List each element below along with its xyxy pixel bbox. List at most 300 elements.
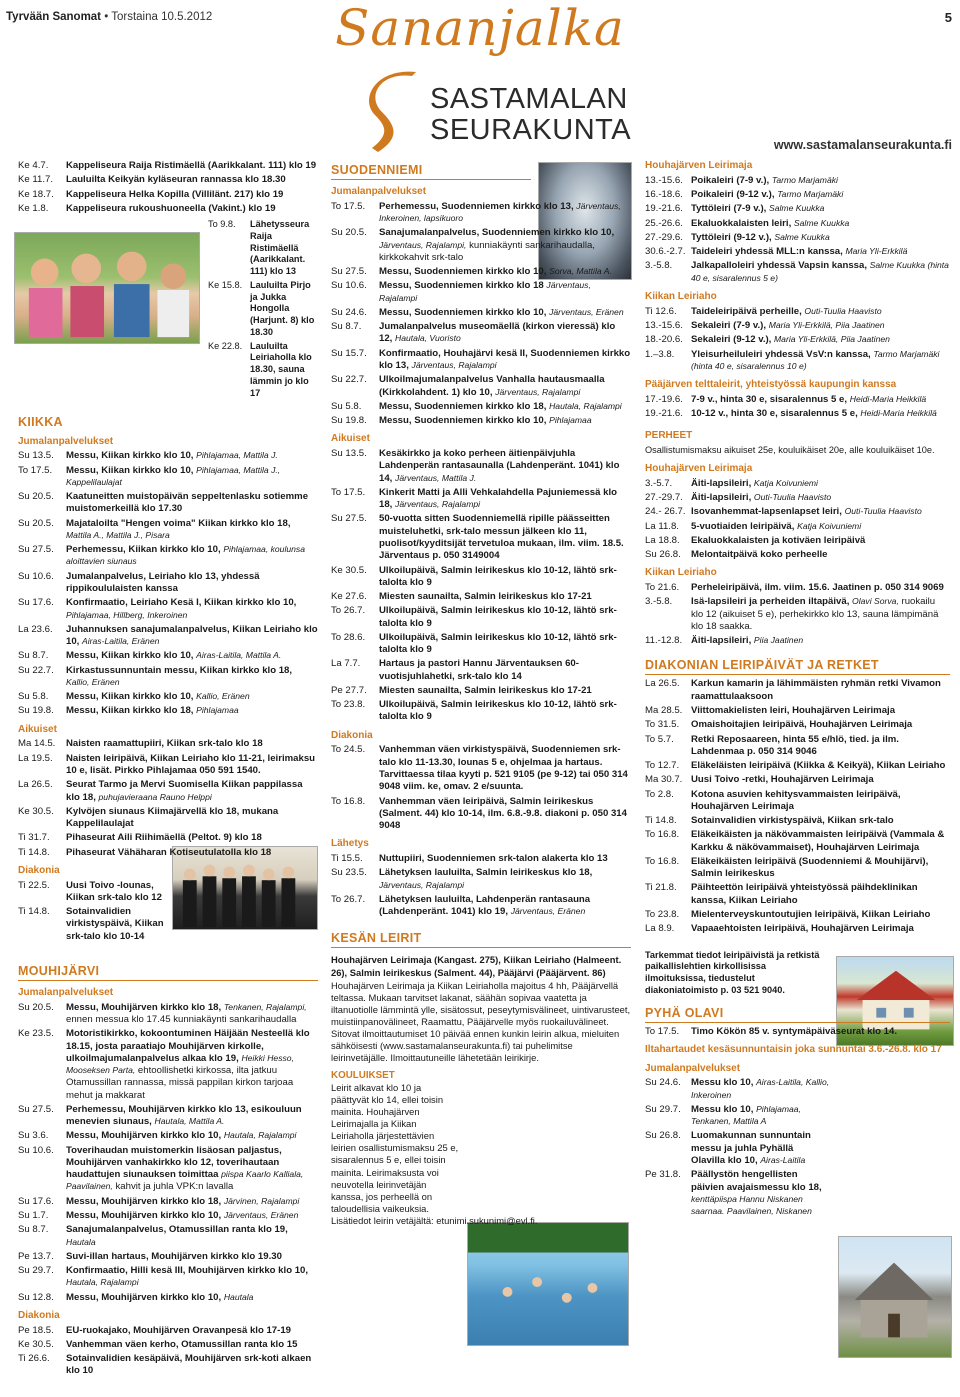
row-text xyxy=(691,1169,830,1218)
row-date: 3.-5.7. xyxy=(645,477,673,489)
list-item xyxy=(331,867,631,892)
kiikka-photo-list xyxy=(208,219,318,399)
list-item xyxy=(331,796,631,833)
pyha-services-list xyxy=(645,1077,830,1218)
list-item xyxy=(645,760,950,772)
row-date: Ti 31.7. xyxy=(18,832,50,844)
row-text xyxy=(691,705,950,717)
row-text xyxy=(66,1196,318,1208)
row-date: Su 1.7. xyxy=(18,1210,49,1222)
row-credits: Heikki Hesso, Mooseksen Parta, xyxy=(66,1052,294,1076)
list-item xyxy=(331,227,631,264)
list-item xyxy=(645,829,950,854)
swimming-photo xyxy=(467,1222,629,1346)
row-credits: Järventaus, Eränen xyxy=(223,1210,299,1221)
perheet-heading: PERHEET xyxy=(645,430,693,442)
list-item xyxy=(645,535,950,547)
list-item xyxy=(645,734,950,759)
row-date: 18.-20.6. xyxy=(645,334,683,346)
row-text xyxy=(66,779,318,804)
suo-jumalanpalvelukset-heading: Jumalanpalvelukset xyxy=(331,186,427,197)
row-text xyxy=(691,1077,830,1102)
row-extra: ruokailu klo 12 (aikuiset 5 e), perhekirkko klo 13, sauna lämpimänä klo 18 saakka. xyxy=(691,596,939,632)
row-title: Lähetyksen lauluilta, Lahdenperän rantasauna (Lahdenperänt. 1041) klo 19, xyxy=(379,893,591,918)
row-credits: Heidi-Maria Heikkilä xyxy=(849,393,927,404)
row-credits: Järventaus, Rajalampi xyxy=(379,879,465,890)
list-item xyxy=(645,521,950,533)
list-item xyxy=(18,650,318,662)
row-date: To 12.7. xyxy=(645,760,680,772)
row-date: Su 27.5. xyxy=(331,266,367,278)
list-item xyxy=(331,415,631,427)
row-credits: Pihlajamaa, Mattila J. xyxy=(196,450,278,461)
list-item xyxy=(645,260,950,285)
row-date: To 17.5. xyxy=(18,464,53,476)
row-text xyxy=(379,894,631,919)
row-credits: Pihlajamaa, Mattila J., Kappelilaulajat xyxy=(66,464,281,487)
row-text xyxy=(691,306,950,318)
row-title: Suvi-illan hartaus, Mouhijärven kirkko klo 19.30 xyxy=(66,1250,282,1262)
row-title: Perhemessu, Suodenniemen kirkko klo 13, xyxy=(379,200,577,212)
row-text xyxy=(691,923,950,935)
list-item xyxy=(18,174,318,186)
row-text xyxy=(691,246,950,258)
row-text xyxy=(66,571,318,596)
row-date: Ke 30.5. xyxy=(18,805,54,817)
list-item xyxy=(18,189,318,201)
row-date: Ke 30.5. xyxy=(18,1338,54,1350)
row-text xyxy=(66,1145,318,1194)
row-text xyxy=(379,401,631,413)
kouluikset-heading: KOULUIKSET xyxy=(331,1069,395,1081)
row-date: Ti 26.6. xyxy=(18,1353,50,1365)
row-date: Ti 14.8. xyxy=(18,846,50,858)
row-title: Vanhemman väen virkistyspäivä, Suodenniemen srk-talo klo 11-13.30, lounas 5 e, ohjelmaa ja hartaus. Tarvittaessa tilaa kyyti p. 521 9105 (pe 9-12) tai 050 314 9048 viim. ke, omav. 2 e/suunta. xyxy=(379,744,628,793)
list-item xyxy=(331,565,631,590)
kiikka-adults-list xyxy=(18,738,318,858)
row-text xyxy=(379,321,631,346)
row-date: 13.-15.6. xyxy=(645,319,683,331)
row-text xyxy=(691,232,950,244)
list-item xyxy=(18,1210,318,1222)
row-date: Ke 4.7. xyxy=(18,160,49,171)
row-title: Perhemessu, Kiikan kirkko klo 10, xyxy=(66,544,224,556)
list-item xyxy=(645,189,950,201)
row-credits: Salme Kuukka (hinta 40 e, sisaralennus 5 e) xyxy=(691,260,949,283)
row-date: To 31.5. xyxy=(645,719,680,731)
row-title: Tyttöleiri (9-12 v.), xyxy=(691,231,775,243)
list-item xyxy=(208,280,318,339)
row-credits: Järventaus, Mattila J. xyxy=(395,472,477,483)
row-text xyxy=(250,280,318,339)
row-title: Toverihaudan muistomerkin lisäosan paljastus, Mouhijärven vanhakirkko klo 12, toverihautaan haudattujen siunauksen toimittaa xyxy=(66,1144,282,1181)
kiikan1-heading: Kiikan Leiriaho xyxy=(645,290,717,302)
row-title: Kappeliseura Raija Ristimäellä (Aarikkalant. 111) klo 19 xyxy=(66,160,317,171)
row-text xyxy=(691,856,950,881)
row-text xyxy=(379,565,631,590)
row-text xyxy=(691,549,950,561)
perheet-text: Osallistumismaksu aikuiset 25e, kouluikäiset 20e, alle kouluikäiset 10e. xyxy=(645,445,935,456)
section-kiikka: KIIKKA xyxy=(18,414,63,429)
row-title: Sekaleiri (7-9 v.), xyxy=(691,319,769,331)
row-text xyxy=(691,478,950,490)
row-title: Uusi Toivo -lounas, Kiikan srk-talo klo 12 xyxy=(66,879,162,903)
section-pyha-olavi: PYHÄ OLAVI xyxy=(645,1005,950,1023)
row-text xyxy=(691,774,950,786)
row-credits: Pihlajamaa xyxy=(549,415,592,426)
row-title: Sotainvalidien virkistyspäivä, Kiikan srk-talo xyxy=(691,815,894,827)
list-item xyxy=(18,1028,318,1102)
row-text xyxy=(379,348,631,373)
list-item xyxy=(645,923,950,935)
row-text xyxy=(66,160,318,172)
row-date: Su 27.5. xyxy=(18,1103,54,1115)
row-text xyxy=(691,635,950,647)
row-title: Päällystön hengellisten päivien avajaismessu klo 18, xyxy=(691,1169,822,1193)
row-credits: Tenkanen, Rajalampi, xyxy=(223,1001,307,1012)
row-text xyxy=(691,203,950,215)
row-date: Su 5.8. xyxy=(331,400,362,412)
row-text xyxy=(691,582,950,594)
row-date: To 26.7. xyxy=(331,893,366,905)
pyha-event xyxy=(645,1026,950,1038)
row-title: 50-vuotta sitten Suodenniemellä ripille päässeitten muisteluhetki, srk-talo messun jälkeen klo 11, puolisot/kyyditsijät tervetuloa mukaan, ilm. viim. 18.5. Järventaus p. 050 3149004 xyxy=(379,513,624,562)
row-date: Ke 1.8. xyxy=(18,202,49,214)
row-title: Kotona asuvien kehitysvammaisten leiripäivä, Houhajärven Leirimaja xyxy=(691,788,901,812)
row-title: Jalkapalloleiri yhdessä Vapsin kanssa, xyxy=(691,260,870,272)
list-item xyxy=(331,513,631,562)
row-date: 16.-18.6. xyxy=(645,189,683,201)
row-date: Ti 21.8. xyxy=(645,882,677,894)
row-date: Su 27.5. xyxy=(331,513,367,525)
row-text xyxy=(379,632,631,657)
row-title: Messu, Mouhijärven kirkko klo 10, xyxy=(66,1130,224,1142)
camp-locations: Houhajärven Leirimaja (Kangast. 275), Kiikan Leiriaho (Halmeent. 26), Salmin leirikeskus (Salment. 44), Pääjärvi (Pääjärvent. 86) xyxy=(331,954,622,978)
row-credits: Järventaus, Rajalampi xyxy=(379,280,591,303)
row-title: Päihteettön leiripäivä yhteistyössä päihdeklinikan kanssa, Kiikan Leiriaho xyxy=(691,882,918,906)
row-date: 3.-5.8. xyxy=(645,596,673,608)
row-title: Ulkoilupäivä, Salmin leirikeskus klo 10-12, lähtö srk-talolta klo 9 xyxy=(379,564,617,588)
kiikka-diakonia-heading: Diakonia xyxy=(18,864,60,876)
row-text xyxy=(379,685,631,697)
row-text xyxy=(691,719,950,731)
row-text xyxy=(379,415,631,427)
list-item xyxy=(18,518,318,543)
list-item xyxy=(18,465,318,490)
row-date: To 2.8. xyxy=(645,788,674,800)
row-title: Messu, Kiikan kirkko klo 10, xyxy=(66,464,197,476)
row-text xyxy=(66,597,318,622)
row-text xyxy=(66,1353,318,1378)
row-title: Ulkoilupäivä, Salmin leirikeskus klo 10-12, lähtö srk-talolta klo 9 xyxy=(379,605,617,629)
row-title: Lauluilta Leiriaholla klo 18.30, sauna lämmin jo klo 17 xyxy=(250,340,312,398)
list-item xyxy=(645,1130,830,1167)
row-credits: Järventaus, Eränen xyxy=(549,306,624,317)
row-title: Kappeliseura rukoushuoneella (Vakint.) klo 19 xyxy=(66,202,276,214)
list-item xyxy=(18,705,318,717)
row-text xyxy=(66,1265,318,1290)
row-title: Äiti-lapsileiri, xyxy=(691,635,754,647)
row-text xyxy=(66,624,318,649)
row-credits: Hautala, Mattila A. xyxy=(154,1116,225,1127)
parish-logo-icon xyxy=(360,68,426,158)
row-text xyxy=(250,219,318,278)
list-item xyxy=(18,597,318,622)
kiikan2-heading: Kiikan Leiriaho xyxy=(645,567,717,579)
row-title: Messu klo 10, xyxy=(691,1077,757,1089)
row-date: Su 24.6. xyxy=(645,1077,681,1089)
list-item xyxy=(18,1196,318,1208)
list-item xyxy=(18,160,318,172)
row-date: To 9.8. xyxy=(208,219,236,230)
row-date: Su 26.8. xyxy=(645,1130,681,1142)
row-date: To 16.8. xyxy=(645,829,680,841)
row-text xyxy=(691,1104,830,1129)
row-credits: Heidi-Maria Heikkilä xyxy=(860,408,937,419)
row-date: Su 10.6. xyxy=(18,1144,54,1156)
row-date: La 7.7. xyxy=(331,658,361,670)
row-title: Eläkeläisten leiripäivä (Kiikka & Keikyä), Kiikan Leiriaho xyxy=(691,760,946,772)
row-date: Ke 22.8. xyxy=(208,340,243,351)
list-item xyxy=(18,806,318,831)
row-title: Lähetyksen lauluilta, Salmin leirikeskus klo 18, xyxy=(379,867,593,879)
row-credits: Pihlajamaa, Tenkanen, Mattila A xyxy=(691,1103,801,1127)
row-credits: puhujavieraana Rauno Helppi xyxy=(98,791,212,802)
section-kesan-leirit: KESÄN LEIRIT xyxy=(331,930,631,948)
list-item xyxy=(331,374,631,399)
list-item xyxy=(18,1325,318,1337)
row-title: Messu, Suodenniemen kirkko klo 10, xyxy=(379,266,550,278)
list-item xyxy=(331,699,631,724)
row-text xyxy=(691,734,950,759)
row-date: To 16.8. xyxy=(331,795,366,807)
row-credits: Pihlajamaa xyxy=(196,705,239,716)
row-title: Lauluilta Keikyän kyläseuran rannassa klo 18.30 xyxy=(66,174,286,186)
row-date: Su 20.5. xyxy=(18,491,54,503)
diakonian-note: Tarkemmat tiedot leiripäivistä ja retkistä paikallislehtien kirkollisissa ilmoituksissa, tiedustelut diakoniatoimisto p. 03 521 9040. xyxy=(645,949,820,995)
row-credits: Järventaus, Rajalampi xyxy=(395,499,481,510)
parish-name-line1: SASTAMALAN xyxy=(430,83,628,115)
row-text xyxy=(691,349,950,374)
row-date: Ma 14.5. xyxy=(18,738,56,750)
row-date: Su 22.7. xyxy=(18,664,54,676)
row-title: 10-12 v., hinta 30 e, sisaralennus 5 e, xyxy=(691,408,861,420)
row-date: Ti 22.5. xyxy=(18,879,50,891)
row-title: Ulkoilupäivä, Salmin leirikeskus klo 10-12, lähtö srk-talolta klo 9 xyxy=(379,631,617,656)
list-item xyxy=(331,632,631,657)
row-date: Pe 13.7. xyxy=(18,1250,54,1262)
row-date: Pe 27.7. xyxy=(331,684,367,696)
row-title: Yleisurheiluleiri yhdessä VsV:n kanssa, xyxy=(691,348,874,360)
row-text xyxy=(66,738,318,750)
list-item xyxy=(645,320,950,332)
row-text xyxy=(691,260,950,285)
list-item xyxy=(331,401,631,413)
row-date: Ma 30.7. xyxy=(645,774,683,786)
row-date: Su 17.6. xyxy=(18,1195,54,1207)
row-date: 24.- 26.7. xyxy=(645,506,686,518)
list-item xyxy=(645,246,950,258)
row-date: To 23.8. xyxy=(331,699,366,711)
list-item xyxy=(208,219,318,278)
row-credits: Katja Koivuniemi xyxy=(797,520,862,531)
row-credits: Sorva, Mattila A. xyxy=(549,266,612,277)
row-title: Messu, Kiikan kirkko klo 10, xyxy=(66,691,197,703)
row-extra: kahvit ja juhla VPK:n lavalla xyxy=(112,1181,234,1193)
mouhi-diakonia-list xyxy=(18,1325,318,1378)
row-date: Ke 23.5. xyxy=(18,1028,54,1040)
list-item xyxy=(645,815,950,827)
row-credits: Airas-Laitila, Eränen xyxy=(82,636,160,647)
row-title: Sanajumalanpalvelus, Otamussillan ranta klo 19, xyxy=(66,1224,288,1236)
list-item xyxy=(18,665,318,690)
row-title: Motoristikirkko, kokoontuminen Häijään Nesteellä klo 18.15, josta paraatiajo Mouhijärven kirkolle, ulkoilmajumalanpalvelus alkaa klo 19, xyxy=(66,1028,310,1064)
row-date: To 17.5. xyxy=(331,200,366,212)
list-item xyxy=(18,880,168,905)
row-text xyxy=(66,650,318,662)
row-credits: Tarmo Marjamäki (hinta 40 e, sisaralennus 10 e) xyxy=(691,348,940,371)
page-title: Sananjalka xyxy=(335,0,625,57)
kiikka-intro-list xyxy=(18,160,318,215)
row-title: Poikaleiri (7-9 v.), xyxy=(691,174,772,186)
row-text xyxy=(66,174,318,186)
row-text xyxy=(66,544,318,569)
row-credits: Katja Koivuniemi xyxy=(753,477,818,488)
list-item xyxy=(331,321,631,346)
row-date: 13.-15.6. xyxy=(645,174,683,186)
row-title: Messu, Kiikan kirkko klo 18, xyxy=(66,705,197,717)
list-item xyxy=(331,744,631,793)
list-item xyxy=(18,571,318,596)
list-item xyxy=(645,678,950,703)
row-title: Nuttupiiri, Suodenniemen srk-talon alakerta klo 13 xyxy=(379,853,608,865)
row-text xyxy=(250,341,318,400)
row-credits: Salme Kuukka xyxy=(769,203,825,214)
list-item xyxy=(331,853,631,865)
row-extra: ehtoollishetki kirkossa, ilta jatkuu Otamussillan rannassa, missä pappilan kirkon tarjoaa mehut ja makkarat xyxy=(66,1065,294,1101)
row-credits: Piia Jaatinen xyxy=(753,635,804,646)
list-item xyxy=(645,218,950,230)
row-text xyxy=(66,691,318,703)
row-text xyxy=(66,1325,318,1337)
row-title: Ekaluokkalaisten ja kotiväen leiripäivä xyxy=(691,534,866,546)
row-text xyxy=(379,374,631,399)
list-item xyxy=(18,691,318,703)
row-title: Perheleiripäivä, ilm. viim. 15.6. Jaatinen p. 050 314 9069 xyxy=(691,582,944,594)
list-item xyxy=(645,719,950,731)
row-credits: Hautala, Rajalampi xyxy=(549,400,622,411)
row-text xyxy=(66,1210,318,1222)
row-title: Sotainvalidien virkistyspäivä, Kiikan srk-talo klo 10-14 xyxy=(66,906,164,942)
row-date: 17.-19.6. xyxy=(645,393,683,405)
row-title: Melontaitpäivä koko perheelle xyxy=(691,549,828,561)
suo-diakonia-list xyxy=(331,744,631,832)
list-item xyxy=(18,1251,318,1263)
row-text xyxy=(66,1292,318,1304)
houha2-camps-list xyxy=(645,478,950,562)
row-text xyxy=(691,1130,830,1167)
row-date: 1.–3.8. xyxy=(645,348,675,360)
row-text xyxy=(66,806,318,831)
list-item xyxy=(18,203,318,215)
row-date: La 8.9. xyxy=(645,923,675,935)
list-item xyxy=(18,1224,318,1249)
row-title: Karkun kamarin ja lähimmäisten ryhmän retki Vivamon raamattulaaksoon xyxy=(691,678,941,702)
row-title: Kappeliseura Helka Kopilla (Villilänt. 217) klo 19 xyxy=(66,188,284,200)
row-title: 7-9 v., hinta 30 e, sisaralennus 5 e, xyxy=(691,393,850,405)
list-item xyxy=(331,685,631,697)
row-text xyxy=(379,605,631,630)
row-title: Pihaseurat Vähäharan Kotiseutulatolla klo 18 xyxy=(66,846,272,858)
row-text xyxy=(691,189,950,201)
row-title: Hartaus ja pastori Hannu Järventauksen 60-vuotisjuhlahetki, srk-talo klo 14 xyxy=(379,658,579,682)
row-credits: Hautala xyxy=(223,1291,254,1302)
row-title: Naisten raamattupiiri, Kiikan srk-talo klo 18 xyxy=(66,738,263,750)
row-text: Timo Kökön 85 v. syntymäpäiväseurat klo 14. xyxy=(691,1025,897,1037)
row-date: Pe 18.5. xyxy=(18,1324,54,1336)
row-date: Su 8.7. xyxy=(18,1224,49,1236)
row-text xyxy=(66,491,318,516)
row-text xyxy=(691,175,950,187)
row-title: Messu, Kiikan kirkko klo 10, xyxy=(66,650,197,662)
row-title: Vapaaehtoisten leiripäivä, Houhajärven Leirimaja xyxy=(691,923,914,935)
paper-name: Tyrvään Sanomat xyxy=(6,11,102,23)
row-date: Su 27.5. xyxy=(18,544,54,556)
row-credits: Järventaus, Eränen xyxy=(510,906,586,917)
row-credits: Järventaus, Rajalampi xyxy=(411,359,497,370)
row-credits: Pihlajamaa, Hillberg, Inkeroinen xyxy=(66,609,188,620)
row-credits: Salme Kuukka xyxy=(774,231,830,242)
row-text xyxy=(379,867,631,892)
row-date: Ma 28.5. xyxy=(645,704,683,716)
suo-services-list xyxy=(331,201,631,428)
row-extra: ennen messua klo 17.45 kunniakäynti sankarihaudalla xyxy=(66,1014,297,1026)
row-date: To 23.8. xyxy=(645,908,680,920)
row-title: Retki Reposaareen, hinta 55 e/hlö, tied. ja ilm. Lahdenmaa p. 050 314 9046 xyxy=(691,733,899,757)
houha2-heading: Houhajärven Leirimaja xyxy=(645,462,753,474)
row-credits: piispa Kaarlo Kalliala, Paavilainen, xyxy=(66,1169,304,1192)
list-item xyxy=(331,280,631,305)
list-item xyxy=(645,334,950,346)
row-title: Luomakunnan sunnuntain messu ja juhla Pyhällä Olavilla klo 10, xyxy=(691,1130,811,1167)
row-text xyxy=(691,596,950,633)
list-item xyxy=(331,591,631,603)
list-item xyxy=(18,1292,318,1304)
row-text xyxy=(379,853,631,865)
row-title: Miesten saunailta, Salmin leirikeskus klo 17-21 xyxy=(379,591,592,603)
row-title: Eläkeikäisten ja näkövammaisten leiripäivä (Vammala & Karkku & näkövammaiset), Houhajärven Leirimaja xyxy=(691,829,945,853)
row-text xyxy=(66,465,318,490)
row-date: To 16.8. xyxy=(645,855,680,867)
row-date: Su 15.7. xyxy=(331,347,367,359)
row-title: Jumalanpalvelus, Leiriaho klo 13, yhdessä rippikoululaisten kanssa xyxy=(66,570,260,594)
row-text xyxy=(66,1002,318,1027)
row-title: Ekaluokkalaisten leiri, xyxy=(691,217,794,229)
list-item xyxy=(18,544,318,569)
row-credits: Tarmo Marjamäki xyxy=(777,189,844,200)
parish-url[interactable]: www.sastamalanseurakunta.fi xyxy=(773,138,952,152)
row-text xyxy=(379,591,631,603)
row-date: To 21.6. xyxy=(645,582,680,594)
row-title: Sanajumalanpalvelus, Suodenniemen kirkko klo 10, xyxy=(379,227,615,239)
mouhi-jumalanpalvelukset-heading: Jumalanpalvelukset xyxy=(18,986,114,998)
row-title: Konfirmaatio, Leiriaho Kesä I, Kiikan kirkko klo 10, xyxy=(66,597,297,609)
row-title: Kirkastussunnuntain messu, Kiikan kirkko klo 18, xyxy=(66,664,293,676)
row-title: Uusi Toivo -retki, Houhajärven Leirimaja xyxy=(691,774,874,786)
list-item xyxy=(645,506,950,518)
row-date: To 5.7. xyxy=(645,733,674,745)
row-text xyxy=(66,1028,318,1102)
